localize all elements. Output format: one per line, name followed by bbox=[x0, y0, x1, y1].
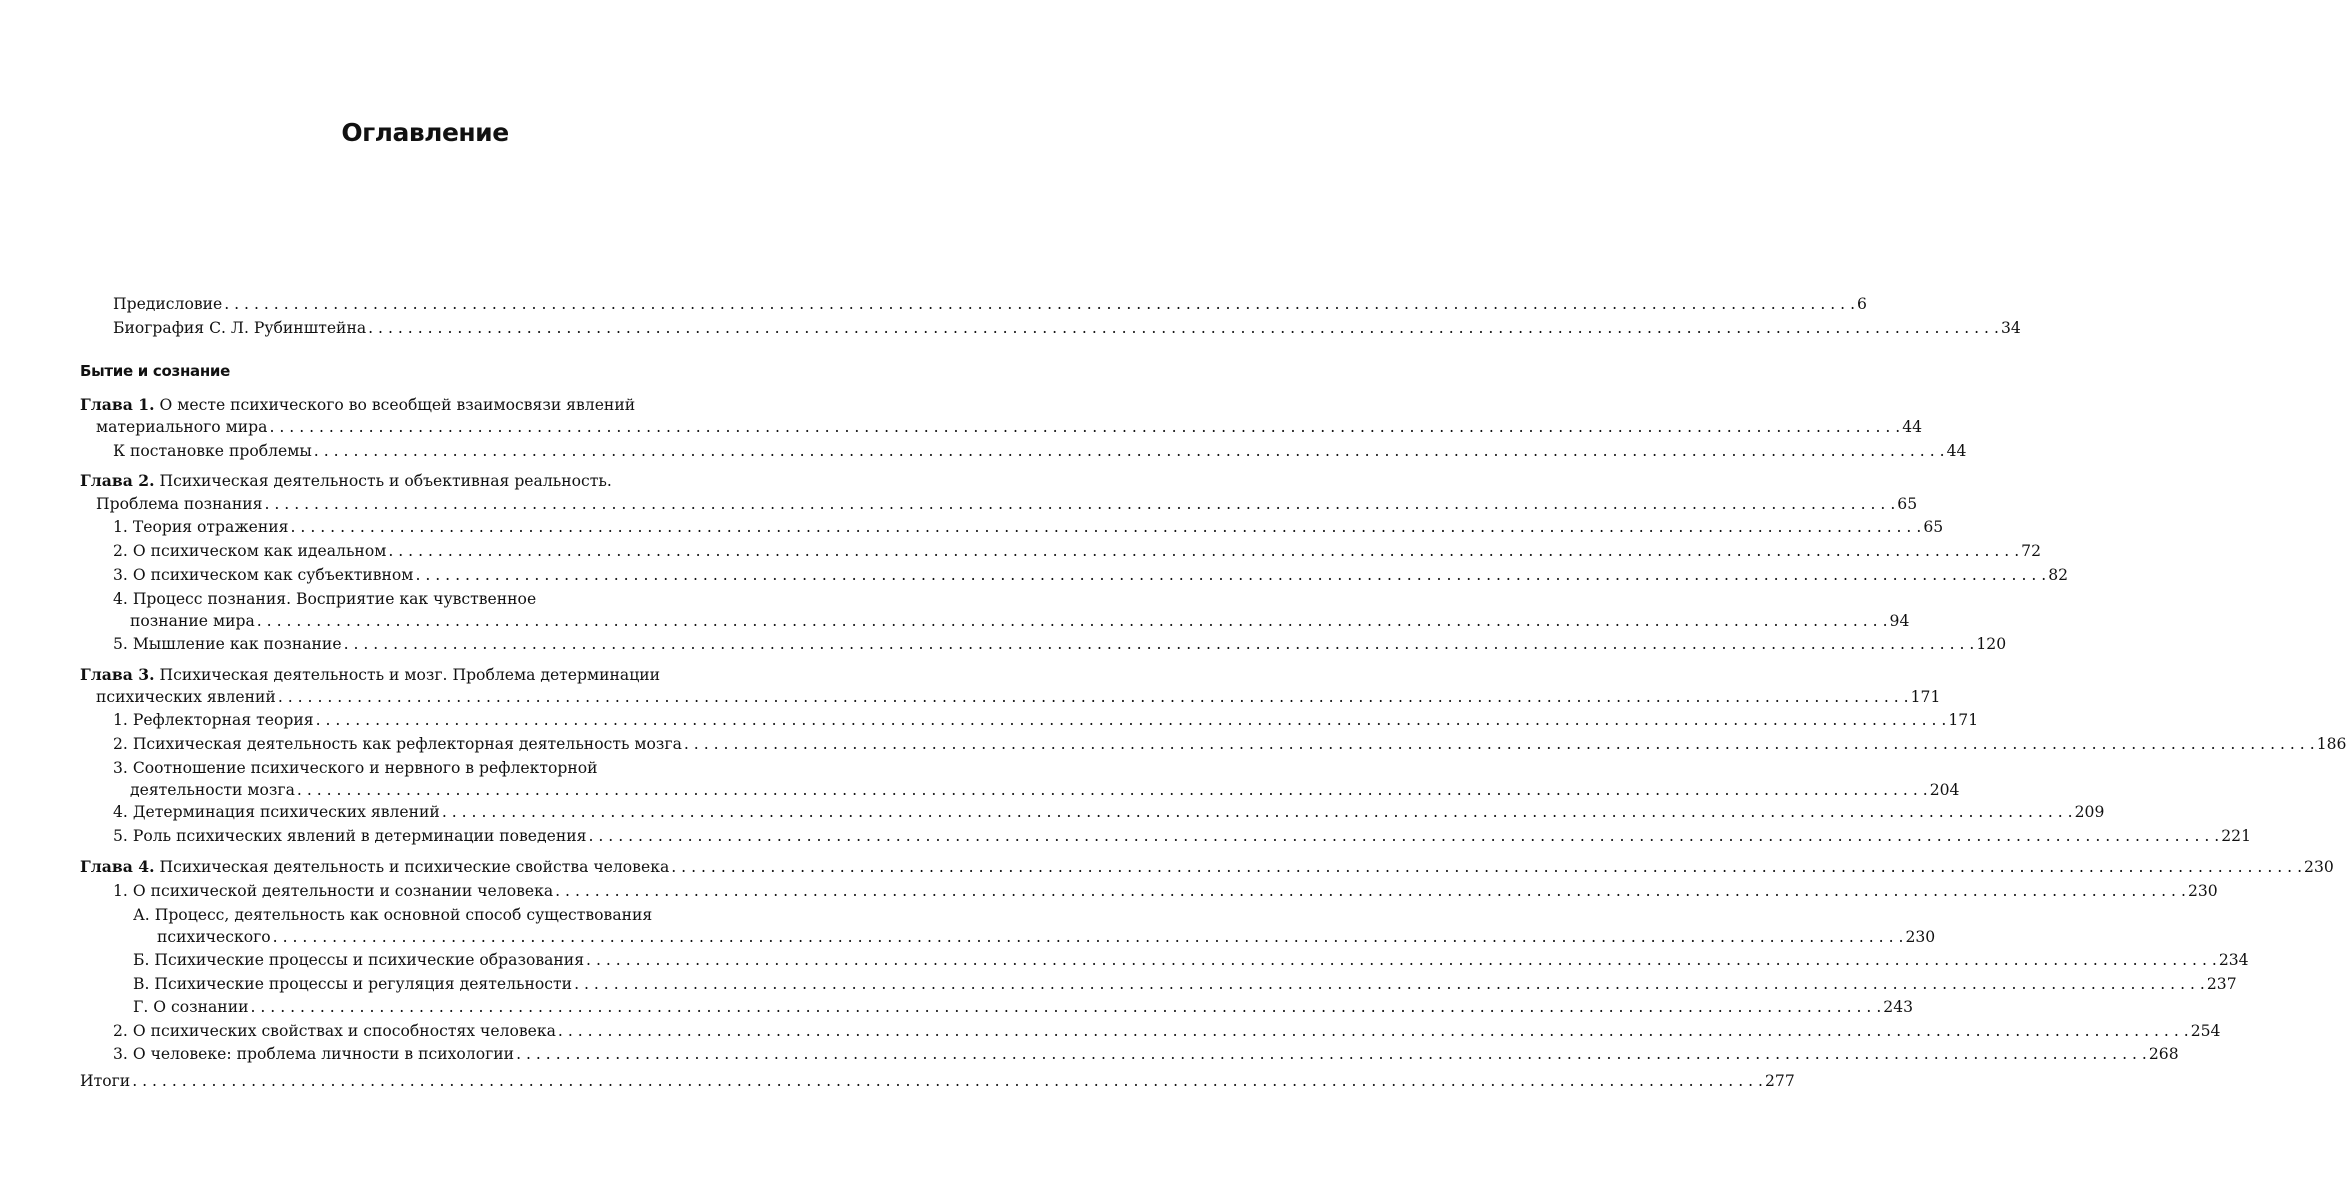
dot-leader bbox=[224, 293, 1855, 315]
chapter-1-heading[interactable] bbox=[80, 394, 635, 416]
toc-entry[interactable] bbox=[133, 949, 2249, 971]
toc-page-number: 230 bbox=[1905, 928, 1936, 946]
toc-entry[interactable] bbox=[113, 564, 2069, 586]
toc-entry-text: психического bbox=[157, 928, 271, 946]
page-title: Оглавление bbox=[341, 118, 509, 147]
dot-leader bbox=[316, 709, 1947, 731]
dot-leader bbox=[516, 1043, 2147, 1065]
part-title: Бытие и сознание bbox=[80, 362, 230, 380]
toc-entry-text: познание мира bbox=[130, 612, 255, 630]
chapter-title-cont: психических явлений bbox=[96, 688, 276, 706]
toc-entry[interactable] bbox=[133, 973, 2237, 995]
chapter-3-title-cont[interactable] bbox=[96, 686, 1941, 708]
dot-leader bbox=[574, 973, 2205, 995]
toc-page-number: 44 bbox=[1902, 418, 1923, 436]
toc-entry-first-line[interactable]: 3. Соотношение психического и нервного в рефлекторной bbox=[113, 759, 598, 777]
toc-page-number: 237 bbox=[2206, 975, 2237, 993]
toc-page-number: 230 bbox=[2304, 858, 2334, 876]
dot-leader bbox=[588, 825, 2219, 847]
toc-page-number: 44 bbox=[1946, 442, 1967, 460]
toc-entry[interactable] bbox=[113, 633, 2007, 655]
dot-leader bbox=[558, 1020, 2189, 1042]
dot-leader bbox=[415, 564, 2046, 586]
toc-entry[interactable] bbox=[157, 926, 1936, 948]
toc-entry-text: 1. Теория отражения bbox=[113, 518, 289, 536]
toc-entry-text: 2. О психических свойствах и способностях человека bbox=[113, 1022, 556, 1040]
dot-leader bbox=[586, 949, 2217, 971]
toc-page-number: 277 bbox=[1764, 1072, 1795, 1090]
toc-page-number: 254 bbox=[2190, 1022, 2221, 1040]
toc-page-number: 268 bbox=[2148, 1045, 2179, 1063]
toc-entry-conclusion[interactable] bbox=[80, 1070, 1795, 1092]
toc-entry[interactable] bbox=[113, 825, 2252, 847]
toc-entry-first-line[interactable]: 4. Процесс познания. Восприятие как чувственное bbox=[113, 590, 537, 608]
chapter-title: Психическая деятельность и психические свойства человека bbox=[159, 858, 670, 876]
dot-leader bbox=[388, 540, 2019, 562]
dot-leader bbox=[442, 801, 2073, 823]
toc-entry-text: 5. Роль психических явлений в детерминации поведения bbox=[113, 827, 587, 845]
toc-entry[interactable] bbox=[113, 709, 1979, 731]
toc-page-number: 65 bbox=[1923, 518, 1944, 536]
chapter-label: Глава 3. bbox=[80, 665, 155, 684]
chapter-title: Психическая деятельность и мозг. Проблема детерминации bbox=[159, 666, 661, 684]
toc-entry-text: Итоги bbox=[80, 1072, 131, 1090]
toc-entry[interactable] bbox=[130, 779, 1960, 801]
toc-page-number: 6 bbox=[1857, 295, 1867, 313]
toc-page-number: 72 bbox=[2021, 542, 2041, 560]
toc-page-number: 234 bbox=[2218, 951, 2249, 969]
toc-entry-text: Г. О сознании bbox=[133, 998, 249, 1016]
toc-entry-text: 5. Мышление как познание bbox=[113, 635, 342, 653]
toc-entry-text: 3. О психическом как субъективном bbox=[113, 566, 414, 584]
toc-entry-biography[interactable] bbox=[113, 317, 2021, 339]
toc-page-number: 171 bbox=[1948, 711, 1979, 729]
toc-page-number: 34 bbox=[2000, 319, 2021, 337]
chapter-1-title-cont[interactable] bbox=[96, 416, 1923, 438]
dot-leader bbox=[684, 733, 2315, 755]
toc-entry-text: Предисловие bbox=[113, 295, 223, 313]
toc-entry[interactable] bbox=[113, 440, 1967, 462]
chapter-title-cont: Проблема познания bbox=[96, 495, 263, 513]
toc-entry[interactable] bbox=[113, 801, 2105, 823]
dot-leader bbox=[257, 610, 1888, 632]
chapter-label: Глава 2. bbox=[80, 471, 155, 490]
toc-entry-text: Б. Психические процессы и психические образования bbox=[133, 951, 585, 969]
chapter-3-heading[interactable] bbox=[80, 664, 660, 686]
dot-leader bbox=[278, 686, 1909, 708]
dot-leader bbox=[269, 416, 1900, 438]
toc-entry-text: 1. Рефлекторная теория bbox=[113, 711, 314, 729]
toc-page-number: 171 bbox=[1910, 688, 1941, 706]
toc-entry[interactable] bbox=[113, 733, 2346, 755]
toc-entry[interactable] bbox=[130, 610, 1910, 632]
toc-entry[interactable] bbox=[113, 540, 2041, 562]
toc-entry[interactable] bbox=[113, 1043, 2179, 1065]
toc-page-number: 65 bbox=[1897, 495, 1918, 513]
chapter-title: О месте психического во всеобщей взаимосвязи явлений bbox=[159, 396, 636, 414]
chapter-2-heading[interactable] bbox=[80, 470, 612, 492]
dot-leader bbox=[291, 516, 1922, 538]
toc-page-number: 230 bbox=[2187, 882, 2218, 900]
toc-page-number: 204 bbox=[1929, 781, 1960, 799]
toc-page-number: 221 bbox=[2221, 827, 2252, 845]
toc-entry-text: 3. О человеке: проблема личности в психологии bbox=[113, 1045, 515, 1063]
toc-entry-text: 2. О психическом как идеальном bbox=[113, 542, 387, 560]
chapter-4-heading[interactable] bbox=[80, 856, 2334, 878]
toc-entry-text: 1. О психической деятельности и сознании человека bbox=[113, 882, 554, 900]
toc-entry-first-line[interactable]: А. Процесс, деятельность как основной способ существования bbox=[133, 906, 653, 924]
dot-leader bbox=[297, 779, 1928, 801]
chapter-title: Психическая деятельность и объективная реальность. bbox=[159, 472, 612, 490]
toc-page-number: 243 bbox=[1883, 998, 1914, 1016]
toc-entry-text: К постановке проблемы bbox=[113, 442, 312, 460]
chapter-label: Глава 4. bbox=[80, 857, 155, 876]
toc-entry[interactable] bbox=[113, 880, 2218, 902]
chapter-title-cont: материального мира bbox=[96, 418, 268, 436]
dot-leader bbox=[132, 1070, 1763, 1092]
dot-leader bbox=[273, 926, 1904, 948]
toc-entry-text: 4. Детерминация психических явлений bbox=[113, 803, 440, 821]
dot-leader bbox=[250, 996, 1881, 1018]
toc-entry-text: Биография С. Л. Рубинштейна bbox=[113, 319, 367, 337]
toc-entry-text: деятельности мозга bbox=[130, 781, 295, 799]
toc-page-number: 186 bbox=[2316, 735, 2346, 753]
toc-entry[interactable] bbox=[113, 516, 1944, 538]
dot-leader bbox=[368, 317, 1999, 339]
toc-entry-preface[interactable] bbox=[113, 293, 1867, 315]
dot-leader bbox=[671, 856, 2302, 878]
dot-leader bbox=[264, 493, 1895, 515]
dot-leader bbox=[314, 440, 1945, 462]
toc-entry-text: 2. Психическая деятельность как рефлекторная деятельность мозга bbox=[113, 735, 682, 753]
toc-page-number: 82 bbox=[2048, 566, 2069, 584]
toc-page-number: 94 bbox=[1889, 612, 1910, 630]
toc-page-number: 209 bbox=[2074, 803, 2105, 821]
toc-page-number: 120 bbox=[1976, 635, 2007, 653]
chapter-2-title-cont[interactable] bbox=[96, 493, 1918, 515]
dot-leader bbox=[344, 633, 1975, 655]
toc-entry[interactable] bbox=[133, 996, 1914, 1018]
chapter-label: Глава 1. bbox=[80, 395, 155, 414]
toc-entry[interactable] bbox=[113, 1020, 2221, 1042]
dot-leader bbox=[555, 880, 2186, 902]
toc-entry-text: В. Психические процессы и регуляция деятельности bbox=[133, 975, 573, 993]
